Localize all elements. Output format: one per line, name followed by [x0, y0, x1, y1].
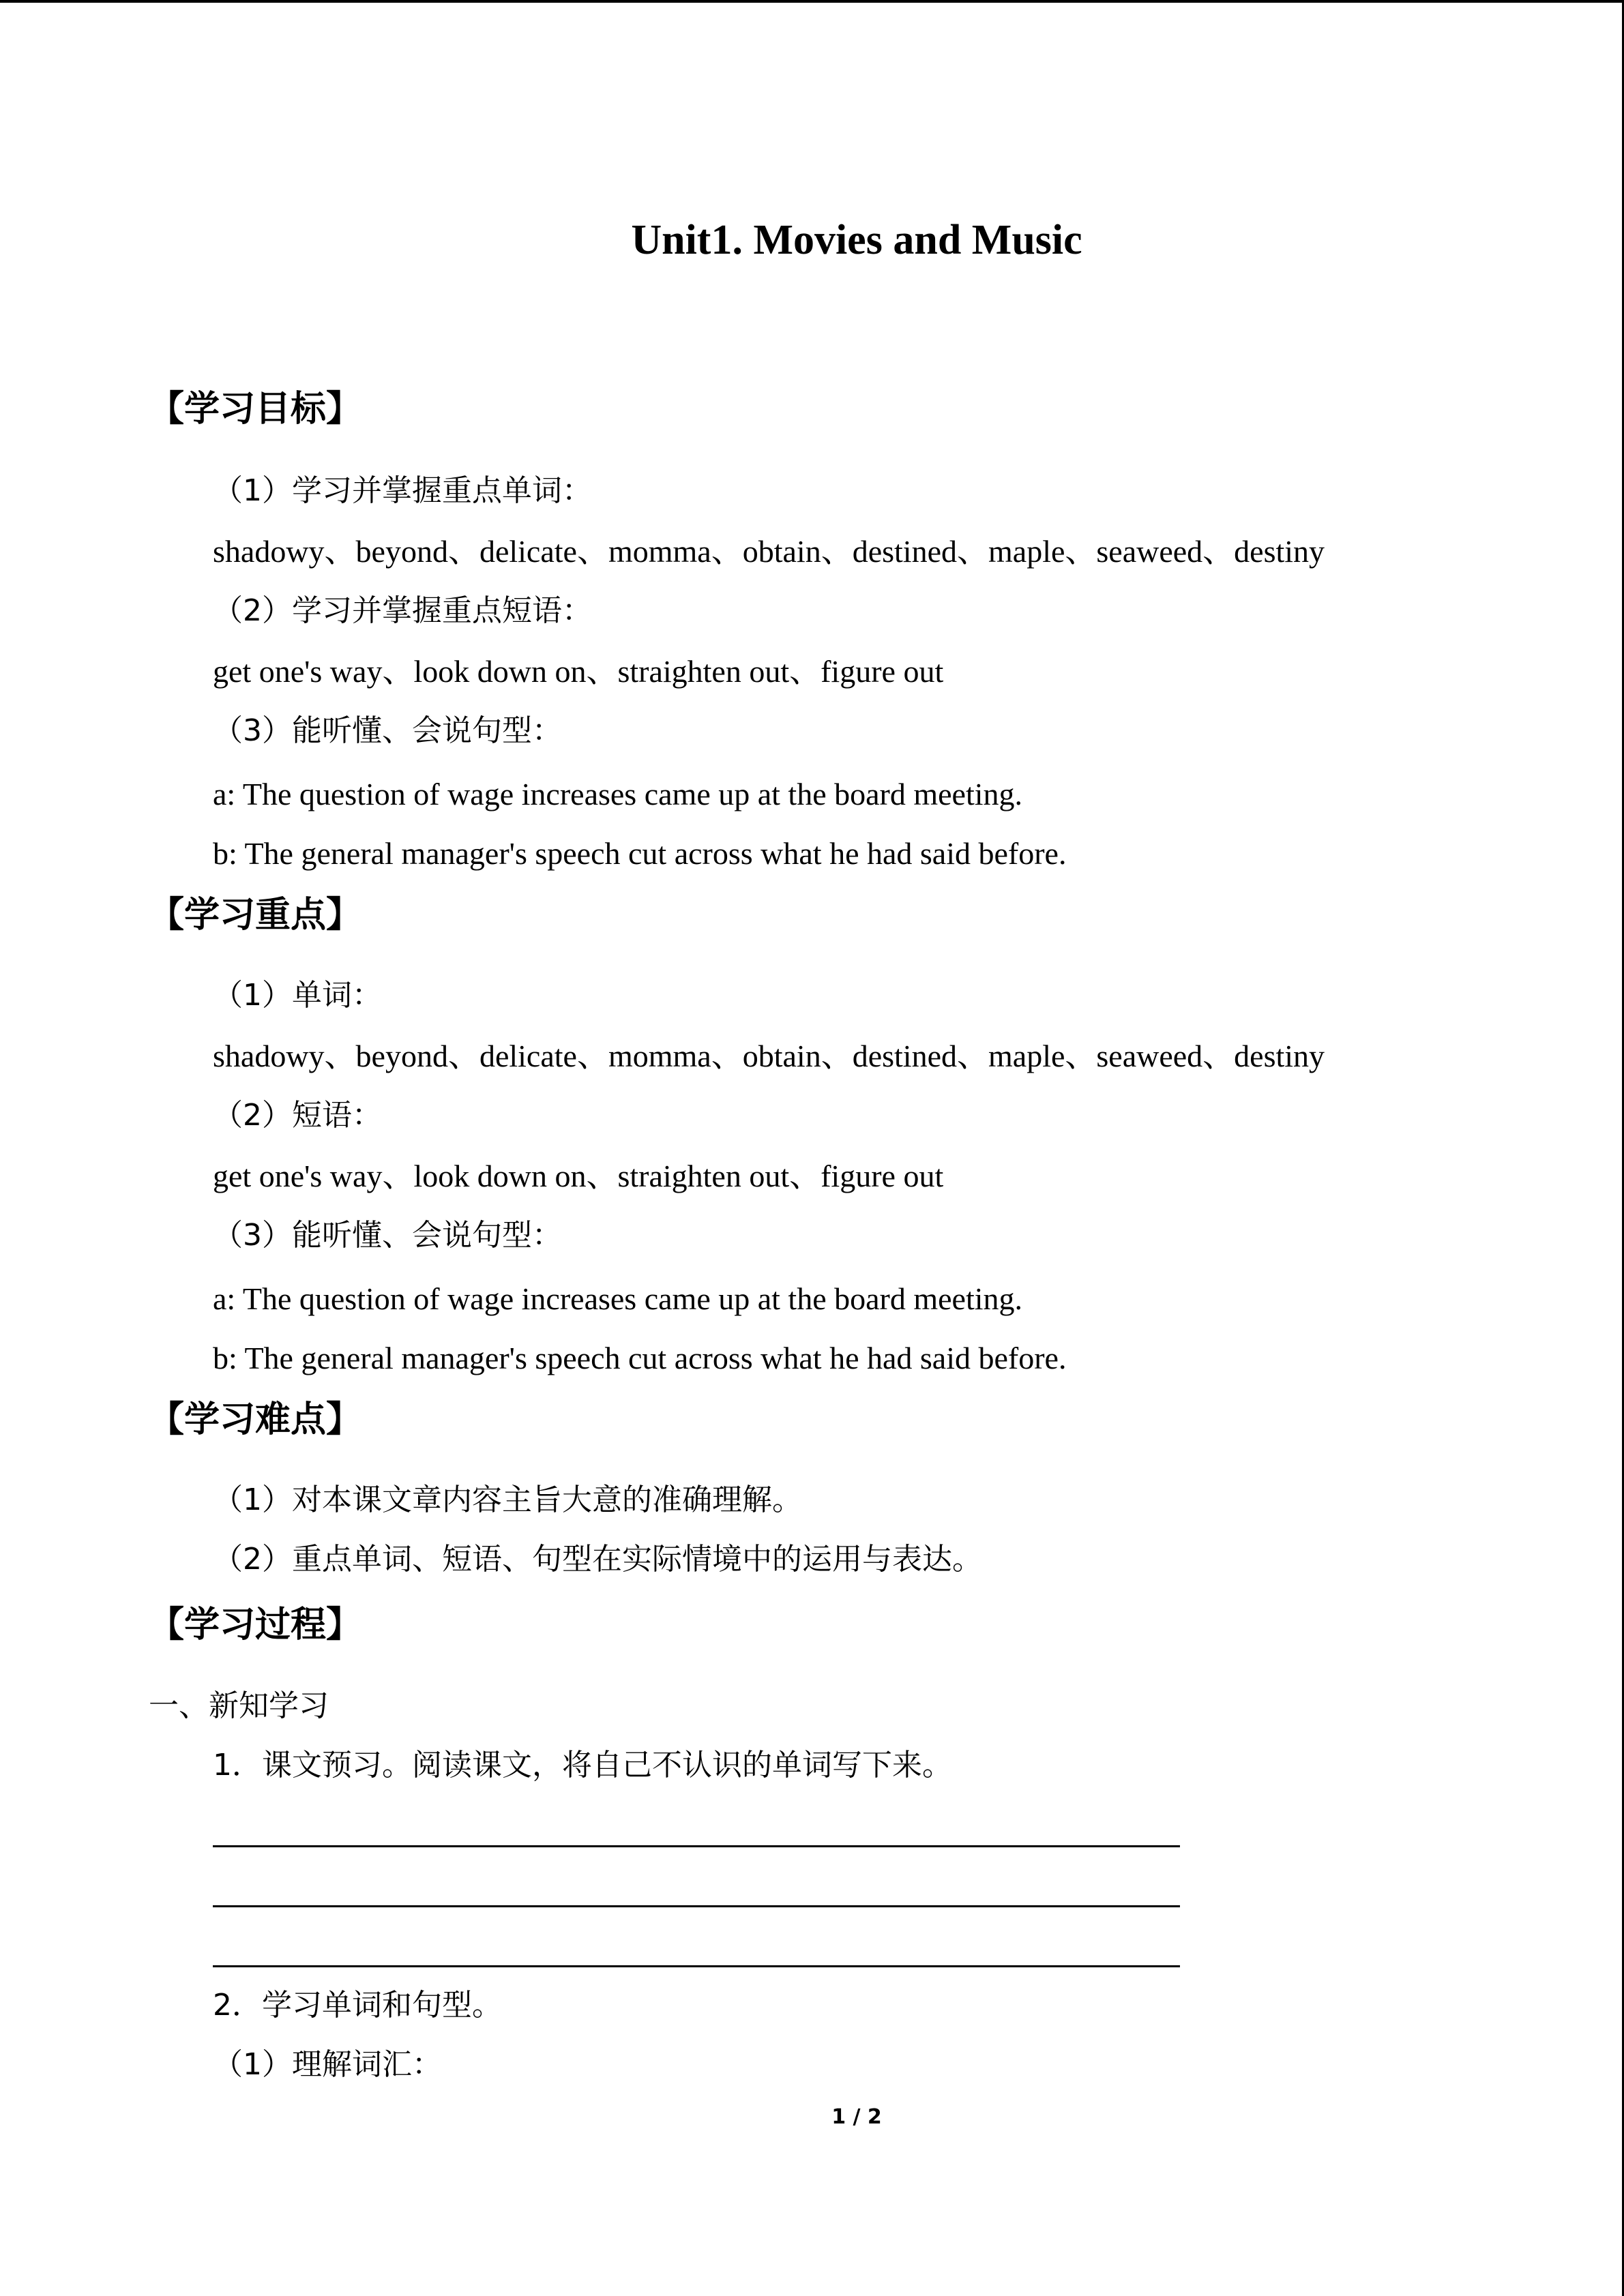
key-points-item2-label: （2）短语： — [213, 1098, 382, 1133]
process-section1: 一、新知学习 — [149, 1688, 329, 1723]
page-number: 1 / 2 — [831, 2105, 882, 2129]
goals-item2-label: （2）学习并掌握重点短语： — [213, 593, 592, 628]
process-step1: 1．课文预习。阅读课文，将自己不认识的单词写下来。 — [213, 1748, 952, 1783]
document-title: Unit1. Movies and Music — [631, 217, 1082, 263]
process-step2-sub1: （1）理解词汇： — [213, 2047, 442, 2082]
goals-item3-sentence-a: a: The question of wage increases came up at the board meeting. — [213, 777, 1023, 811]
key-points-item3-sentence-b: b: The general manager's speech cut across what he had said before. — [213, 1341, 1067, 1375]
answer-line-2[interactable] — [213, 1905, 1180, 1907]
key-points-item1-label: （1）单词： — [213, 978, 382, 1013]
answer-line-3[interactable] — [213, 1965, 1180, 1967]
key-points-item1-words: shadowy、beyond、delicate、momma、obtain、destined、maple、seaweed、destiny — [213, 1039, 1325, 1073]
answer-line-1[interactable] — [213, 1845, 1180, 1847]
page-top-border — [0, 0, 1624, 3]
key-points-item3-label: （3）能听懂、会说句型： — [213, 1218, 562, 1253]
process-step2: 2．学习单词和句型。 — [213, 1988, 502, 2023]
goals-item3-sentence-b: b: The general manager's speech cut across what he had said before. — [213, 836, 1067, 871]
difficulties-item2: （2）重点单词、短语、句型在实际情境中的运用与表达。 — [213, 1542, 982, 1577]
heading-difficulties: 【学习难点】 — [149, 1399, 362, 1440]
heading-learning-process: 【学习过程】 — [149, 1605, 362, 1645]
goals-item2-phrases: get one's way、look down on、straighten out、figure out — [213, 654, 944, 689]
heading-key-points: 【学习重点】 — [149, 895, 362, 936]
goals-item3-label: （3）能听懂、会说句型： — [213, 713, 562, 748]
goals-item1-label: （1）学习并掌握重点单词： — [213, 473, 592, 508]
key-points-item2-phrases: get one's way、look down on、straighten out、figure out — [213, 1159, 944, 1193]
key-points-item3-sentence-a: a: The question of wage increases came up at the board meeting. — [213, 1281, 1023, 1316]
heading-learning-goals: 【学习目标】 — [149, 389, 362, 430]
goals-item1-words: shadowy、beyond、delicate、momma、obtain、destined、maple、seaweed、destiny — [213, 534, 1325, 569]
difficulties-item1: （1）对本课文章内容主旨大意的准确理解。 — [213, 1482, 802, 1517]
